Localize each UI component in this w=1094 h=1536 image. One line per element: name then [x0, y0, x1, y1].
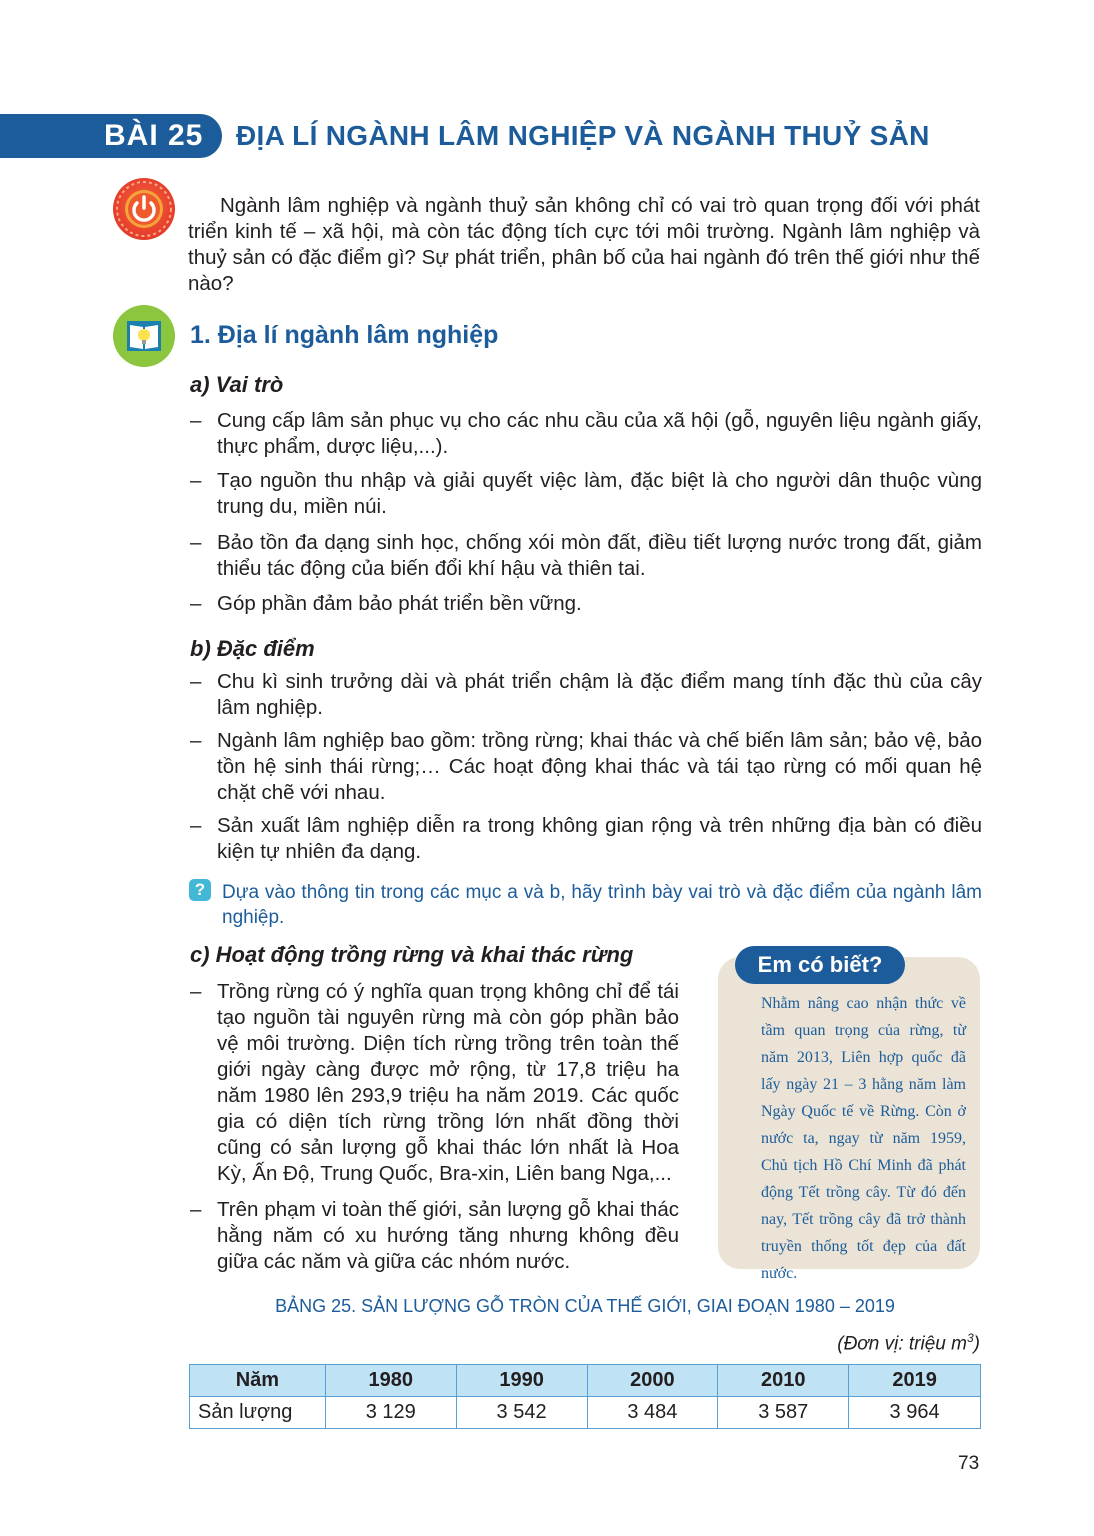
table-unit: (Đơn vị: triệu $m^3$) [837, 1331, 980, 1355]
table-cell: Sản lượng [190, 1397, 326, 1429]
lesson-title: ĐỊA LÍ NGÀNH LÂM NGHIỆP VÀ NGÀNH THUỶ SẢN [236, 120, 930, 151]
table-header-cell: 2000 [587, 1365, 718, 1397]
table-header-cell: Năm [190, 1365, 326, 1397]
list-item: – Trồng rừng có ý nghĩa quan trọng không chỉ để tái tạo nguồn tài nguyên rừng mà còn góp phần bảo vệ môi trường. Diện tích rừng trồng trên toàn thế giới ngày càng được mở rộng, từ 17,8 triệu ha năm 1980 lên 293,9 triệu ha năm 2019. Các quốc gia có diện tích rừng trồng lớn nhất đồng thời cũng có sản lượng gỗ khai thác lớn nhất là Hoa Kỳ, Ấn Độ, Trung Quốc, Bra-xin, Liên bang Nga,... [190, 980, 679, 1185]
bullet-dash: – [190, 469, 202, 492]
table-header-cell: 2019 [849, 1365, 981, 1397]
did-you-know-title: Em có biết? [735, 946, 905, 984]
did-you-know-text: Nhằm nâng cao nhận thức về tầm quan trọng của rừng, từ năm 2013, Liên hợp quốc đã lấy ngày 21 – 3 hằng năm làm Ngày Quốc tế về Rừng. Còn ở nước ta, ngay từ năm 1959, Chủ tịch Hồ Chí Minh đã phát động Tết trồng cây. Từ đó đến nay, Tết trồng cây đã trở thành truyền thống tốt đẹp của đất nước. [761, 995, 966, 1282]
section-title: 1. Địa lí ngành lâm nghiệp [190, 321, 499, 349]
list-item: – Chu kì sinh trưởng dài và phát triển chậm là đặc điểm mang tính đặc thù của cây lâm nghiệp. [190, 670, 982, 719]
table-cell: 3 484 [587, 1397, 718, 1429]
bullet-dash: – [190, 592, 202, 615]
data-table [189, 1364, 981, 1429]
table-cell: 3 542 [456, 1397, 587, 1429]
lesson-number: BÀI 25 [104, 119, 204, 152]
page-number: 73 [958, 1453, 980, 1474]
subsection-title-a: a) Vai trò [190, 372, 284, 397]
list-item: – Ngành lâm nghiệp bao gồm: trồng rừng; khai thác và chế biến lâm sản; bảo vệ, bảo tồn hệ sinh thái rừng;… Các hoạt động khai thác và tái tạo rừng có mối quan hệ chặt chẽ với nhau. [190, 729, 982, 804]
list-item: – Bảo tồn đa dạng sinh học, chống xói mòn đất, điều tiết lượng nước trong đất, giảm thiểu tác động của biến đổi khí hậu và thiên tai. [190, 531, 982, 580]
table-cell: 3 587 [718, 1397, 849, 1429]
table-header-row [190, 1365, 981, 1397]
bullet-dash: – [190, 670, 202, 693]
table-header-cell: 1990 [456, 1365, 587, 1397]
bullet-dash: – [190, 980, 202, 1003]
open-book-icon [113, 305, 175, 367]
bullet-dash: – [190, 729, 202, 752]
bullet-dash: – [190, 409, 202, 432]
table-header-cell: 1980 [325, 1365, 456, 1397]
list-item: – Góp phần đảm bảo phát triển bền vững. [190, 592, 582, 615]
table-cell: 3 964 [849, 1397, 981, 1429]
list-item: – Sản xuất lâm nghiệp diễn ra trong không gian rộng và trên những địa bàn có điều kiện tự nhiên đa dạng. [190, 814, 982, 863]
table-row [190, 1397, 981, 1429]
power-icon [113, 178, 175, 240]
bullet-dash: – [190, 531, 202, 554]
bullet-dash: – [190, 814, 202, 837]
table-header-cell: 2010 [718, 1365, 849, 1397]
table-title: BẢNG 25. SẢN LƯỢNG GỖ TRÒN CỦA THẾ GIỚI, GIAI ĐOẠN 1980 – 2019 [275, 1296, 895, 1316]
list-item: – Cung cấp lâm sản phục vụ cho các nhu cầu của xã hội (gỗ, nguyên liệu ngành giấy, thực phẩm, dược liệu,...). [190, 409, 982, 458]
question-text: Dựa vào thông tin trong các mục a và b, hãy trình bày vai trò và đặc điểm của ngành lâm nghiệp. [222, 882, 982, 928]
intro-paragraph: Ngành lâm nghiệp và ngành thuỷ sản không chỉ có vai trò quan trọng đối với phát triển kinh tế – xã hội, mà còn tác động tích cực tới môi trường. Ngành lâm nghiệp và thuỷ sản có đặc điểm gì? Sự phát triển, phân bố của hai ngành đó trên thế giới như thế nào? [188, 194, 980, 295]
subsection-title-b: b) Đặc điểm [190, 636, 315, 661]
list-item: – Trên phạm vi toàn thế giới, sản lượng gỗ khai thác hằng năm có xu hướng tăng nhưng không đều giữa các năm và giữa các nhóm nước. [190, 1198, 679, 1273]
subsection-title-c: c) Hoạt động trồng rừng và khai thác rừng [190, 942, 634, 967]
question-icon: ? [189, 879, 211, 901]
table-cell: 3 129 [325, 1397, 456, 1429]
list-item: – Tạo nguồn thu nhập và giải quyết việc làm, đặc biệt là cho người dân thuộc vùng trung du, miền núi. [190, 469, 982, 518]
bullet-dash: – [190, 1198, 202, 1221]
